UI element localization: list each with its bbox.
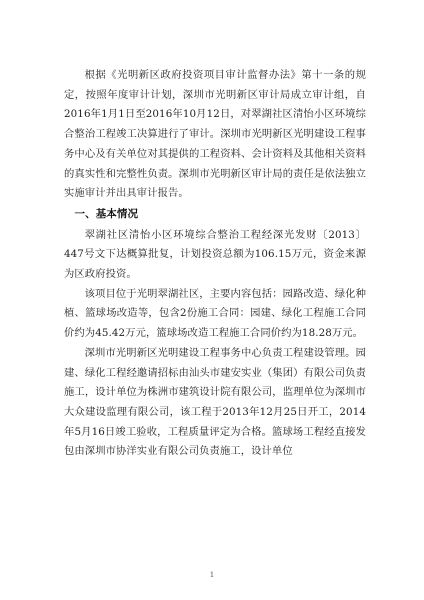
- document-body: [64, 66, 366, 462]
- intro-paragraph: 根据《光明新区政府投资项目审计监督办法》第十一条的规定，按照年度审计计划，深圳市光明新区审计局成立审计组，自2016年1月1日至2016年10月12日，对翠湖社区清怡小区环境综合整治工程竣工决算进行了审计。深圳市光明新区光明建设工程事务中心及有关单位对其提供的工程资料、会计资料及其他相关资料的真实性和完整性负责。深圳市光明新区审计局的责任是依法独立实施审计并出具审计报告。: [64, 69, 366, 200]
- section-heading-basic-info: 一、基本情况: [74, 207, 139, 220]
- construction-parties-paragraph: 深圳市光明新区光明建设工程事务中心负责工程建设管理。园建、绿化工程经邀请招标由汕头市建安实业（集团）有限公司负责施工，设计单位为株洲市建筑设计院有限公司，监理单位为深圳市大众建设监理有限公司，该工程于2013年12月25日开工，2014年5月16日竣工验收，工程质量评定为合格。篮球场工程经直接发包由深圳市协洋实业有限公司负责施工，设计单位: [64, 346, 366, 458]
- project-scope-paragraph: 该项目位于光明翠湖社区，主要内容包括：园路改造、绿化种植、篮球场改造等，包含2份施工合同：园建、绿化工程施工合同价约为45.42万元，篮球场改造工程施工合同价约为18.28万元。: [64, 287, 366, 340]
- page-number: 1: [209, 571, 215, 579]
- project-approval-paragraph: 翠湖社区清怡小区环境综合整治工程经深光发财〔2013〕447号文下达概算批复，计划投资总额为106.15万元，资金来源为区政府投资。: [64, 228, 366, 281]
